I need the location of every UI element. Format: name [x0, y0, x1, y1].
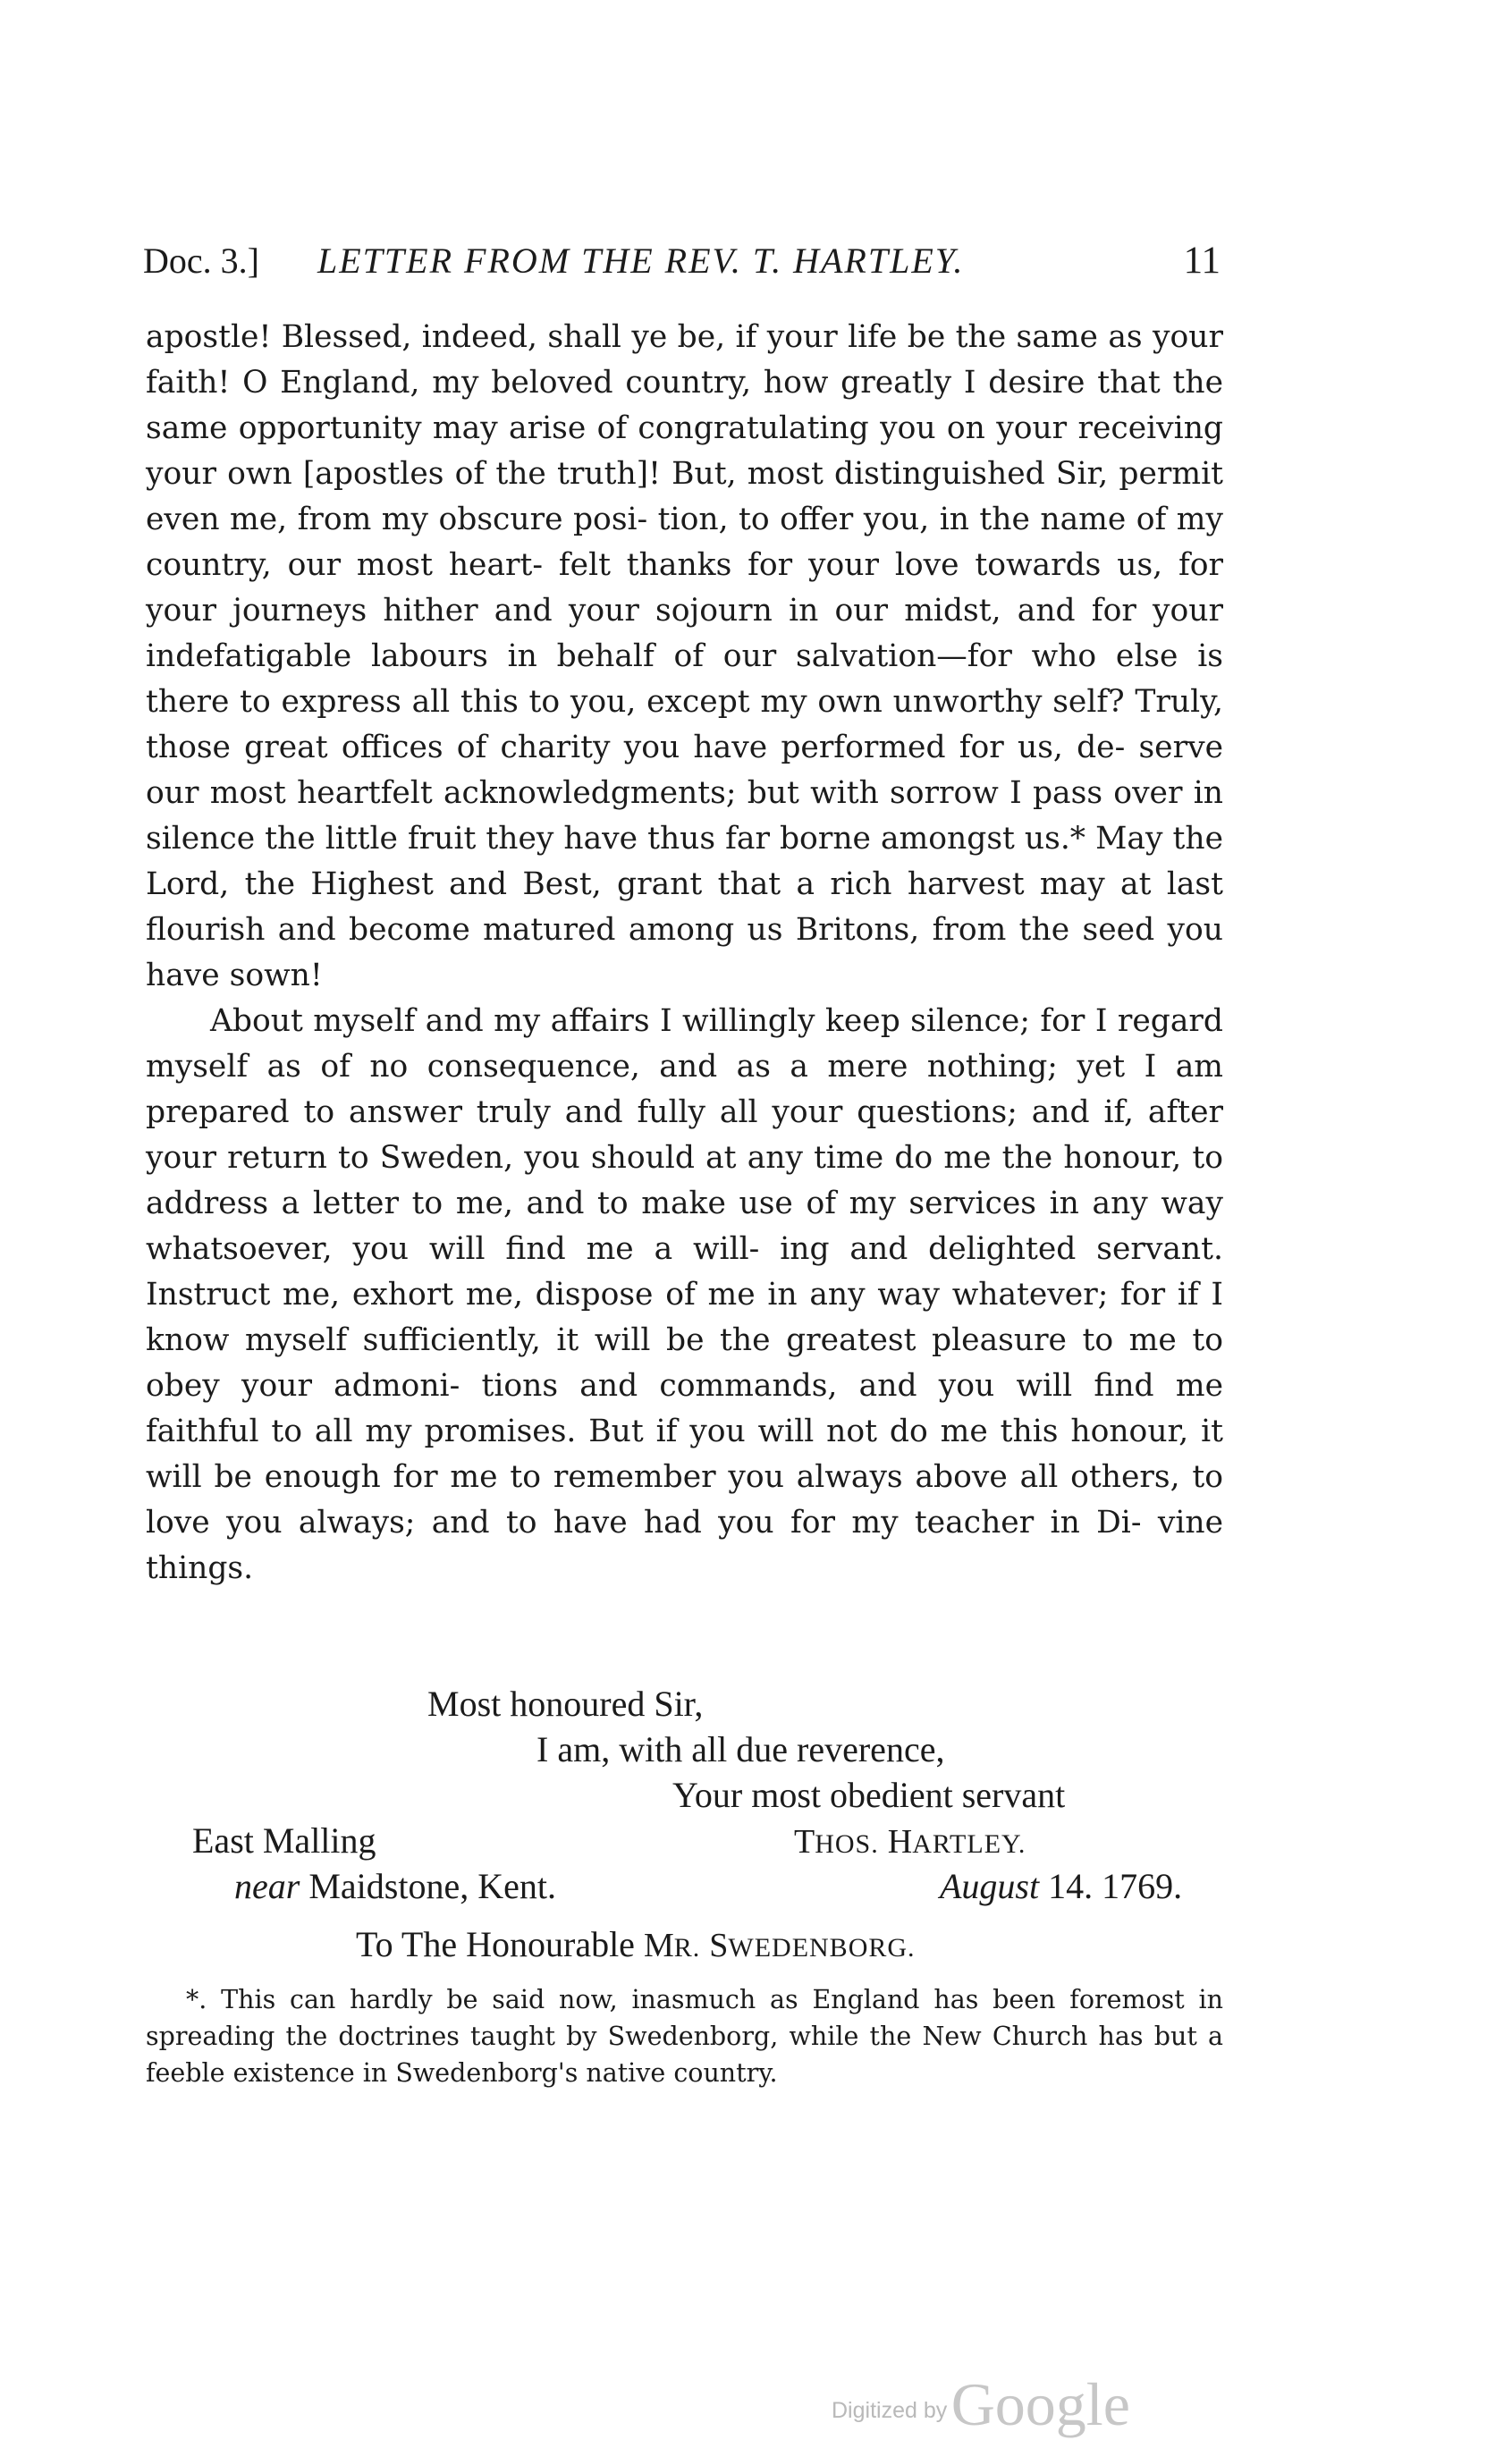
date-month: August [940, 1866, 1040, 1906]
body-paragraph: apostle! Blessed, indeed, shall ye be, if your life be the same as your faith! O England, my beloved country, how greatly I desire that the same opportunity may arise of congratulating you on your receiving your own [apostles of the truth]! But, most distinguished Sir, permit even me, from my obscure posi- tion, to offer you, in the name of my country, our most heart- felt thanks for your love towards us, for your journeys hither and your sojourn in our midst, and for your indefatigable labours in behalf of our salvation—for who else is there to express all this to you, except my own unworthy self? Truly, those great offices of charity you have performed for us, de- serve our most heartfelt acknowledgments; but with sorrow I pass over in silence the little fruit they have thus far borne amongst us.* May the Lord, the Highest and Best, grant that a rich harvest may at last flourish and become matured among us Britons, from the seed you have sown! [146, 319, 1223, 993]
page-number: 11 [1183, 240, 1221, 282]
signature-small-caps: ARTLEY. [912, 1829, 1026, 1859]
addressee-prefix: To The Honourable [356, 1924, 635, 1964]
addressee-initial: S [709, 1927, 729, 1964]
document-reference: Doc. 3.] [143, 241, 259, 281]
digitized-watermark [832, 2369, 1130, 2440]
date-rest: 14. 1769. [1048, 1866, 1183, 1906]
footnote-text: *. This can hardly be said now, inasmuch as England has been foremost in spreading the doctrines taught by Swedenborg, while the New Church has but a feeble existence in Swedenborg's native country. [146, 1985, 1223, 2088]
body-paragraph: About myself and my affairs I willingly keep silence; for I regard myself as of no consequence, and as a mere nothing; yet I am prepared to answer truly and fully all your questions; and if, after your return to Sweden, you should at any time do me the honour, to address a letter to me, and to make use of my services in any way whatsoever, you will find me a will- ing and delighted servant. Instruct me, exhort me, dispose of me in any way whatever; for if I know myself sufficiently, it will be the greatest pleasure to me to obey your admoni- tions and commands, and you will find me faithful to all my promises. But if you will not do me this honour, it will be enough for me to remember you always above all others, to love you always; and to have had you for my teacher in Di- vine things. [146, 1003, 1223, 1586]
addressee-line [356, 1921, 916, 1971]
addressee-small-caps: R. [673, 1933, 701, 1963]
footnote [146, 1981, 1223, 2091]
running-title: LETTER FROM THE REV. T. HARTLEY. [317, 241, 965, 281]
place-italic: near [234, 1866, 300, 1906]
closing-salutation: Most honoured Sir, [427, 1684, 704, 1724]
signature-small-caps: HOS. [815, 1829, 879, 1859]
google-logo: Google [950, 2370, 1130, 2438]
letter-date [940, 1863, 1182, 1909]
closing-line: I am, with all due reverence, [536, 1729, 945, 1769]
signature [794, 1818, 1026, 1867]
signature-initial: H [887, 1823, 913, 1861]
closing-line: Your most obedient servant [672, 1775, 1066, 1815]
place-line [234, 1863, 556, 1909]
letter-body [146, 315, 1223, 1591]
place-line: East Malling [192, 1820, 376, 1861]
place-text: Maidstone, Kent. [308, 1866, 556, 1906]
watermark-prefix: Digitized by [832, 2398, 948, 2423]
signature-initial: T [794, 1823, 815, 1861]
addressee-initial: M [643, 1927, 674, 1964]
running-header [143, 234, 1221, 288]
addressee-small-caps: WEDENBORG. [728, 1933, 916, 1963]
